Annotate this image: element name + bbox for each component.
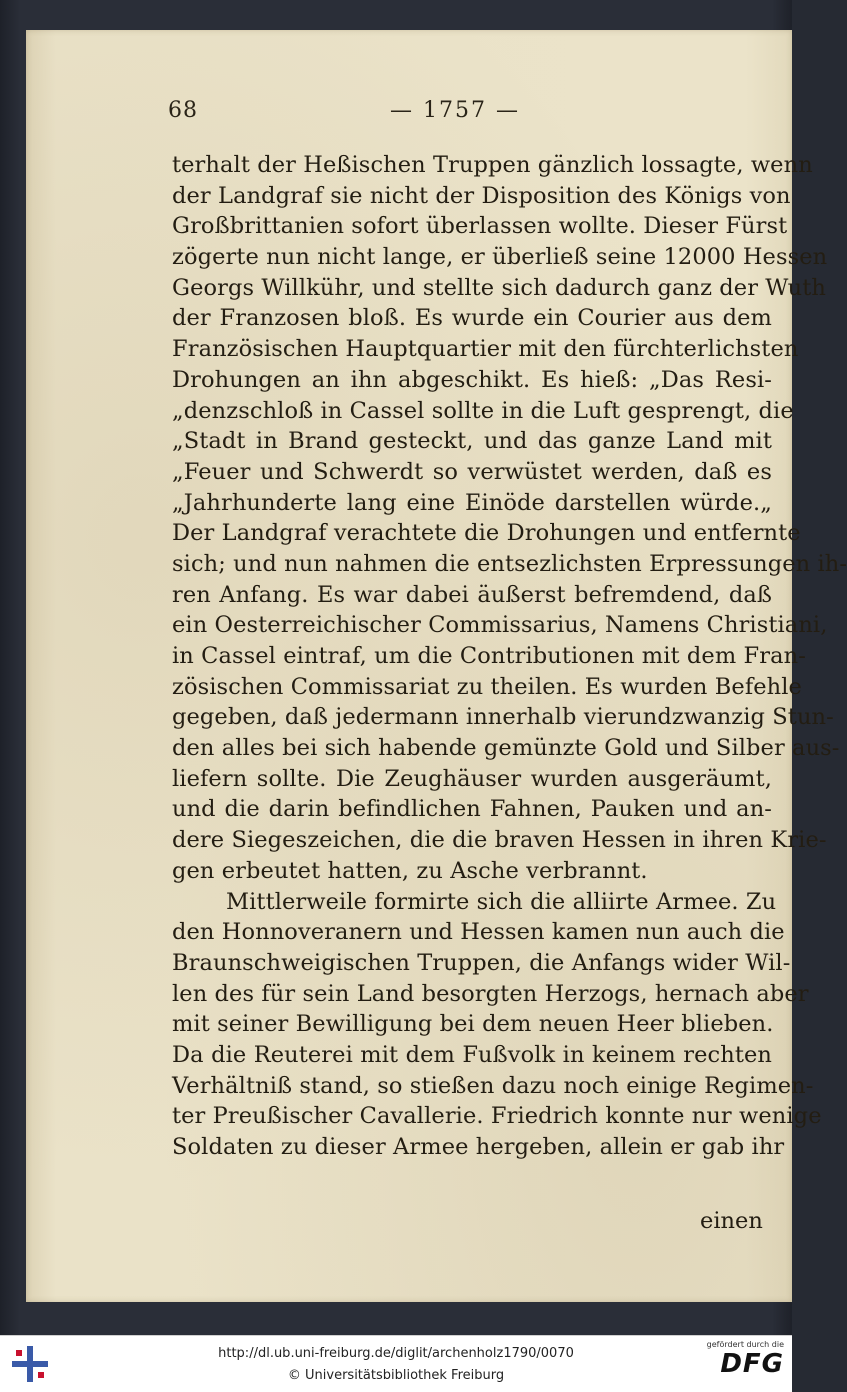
text-line: Großbrittanien sofort überlassen wollte. Dieser Fürst — [172, 213, 788, 240]
text-line: „denzschloß in Cassel sollte in die Luft gesprengt, die — [172, 397, 794, 424]
text-line: Soldaten zu dieser Armee hergeben, allein er gab ihr — [172, 1134, 785, 1160]
text-line: gen erbeutet hatten, zu Asche verbrannt. — [172, 857, 648, 884]
text-line: ter Preußischer Cavallerie. Friedrich konnte nur wenige — [172, 1103, 822, 1130]
text-line: Braunschweigischen Truppen, die Anfangs wider Wil- — [172, 949, 791, 976]
text-line: liefern sollte. Die Zeughäuser wurden ausgeräumt, — [172, 765, 772, 792]
text-line: sich; und nun nahmen die entsezlichsten Erpressungen ih- — [172, 550, 847, 577]
text-line: gegeben, daß jedermann innerhalb vierundzwanzig Stun- — [172, 704, 834, 731]
body-text — [172, 150, 847, 1163]
text-line-indented: Mittlerweile formirte sich die alliirte Armee. Zu — [226, 888, 777, 915]
text-line: Da die Reuterei mit dem Fußvolk in keinem rechten — [172, 1041, 772, 1068]
text-line: ein Oesterreichischer Commissarius, Namens Christiani, — [172, 612, 828, 639]
permalink-url[interactable]: http://dl.ub.uni-freiburg.de/diglit/archenholz1790/0070 — [218, 1346, 574, 1361]
text-line: terhalt der Heßischen Truppen gänzlich lossagte, wenn — [172, 152, 813, 178]
text-line: der Landgraf sie nicht der Disposition des Königs von — [172, 182, 791, 209]
text-line: len des für sein Land besorgten Herzogs, hernach aber — [172, 980, 809, 1007]
catchword: einen — [700, 1208, 763, 1234]
text-line: „Feuer und Schwerdt so verwüstet werden, daß es — [172, 458, 772, 485]
text-line: Georgs Willkühr, und stellte sich dadurch ganz der Wuth — [172, 274, 826, 301]
text-line: den alles bei sich habende gemünzte Gold und Silber aus- — [172, 735, 840, 762]
text-line: der Franzosen bloß. Es wurde ein Courier aus dem — [172, 305, 772, 332]
text-line: zögerte nun nicht lange, er überließ seine 12000 Hessen — [172, 244, 828, 271]
page-number: 68 — [168, 98, 198, 123]
text-line: zösischen Commissariat zu theilen. Es wurden Befehle — [172, 673, 802, 700]
text-line: Französischen Hauptquartier mit den fürchterlichsten — [172, 336, 799, 363]
text-line: Verhältniß stand, so stießen dazu noch einige Regimen- — [172, 1072, 814, 1099]
text-line: und die darin befindlichen Fahnen, Pauken und an- — [172, 796, 772, 823]
text-line: „Jahrhunderte lang eine Einöde darstellen würde.„ — [172, 489, 772, 516]
copyright-notice: © Universitätsbibliothek Freiburg — [287, 1368, 505, 1383]
text-line: Drohungen an ihn abgeschikt. Es hieß: „Das Resi- — [172, 366, 772, 393]
text-line: ren Anfang. Es war dabei äußerst befremdend, daß — [172, 581, 772, 608]
dfg-sponsor — [692, 1340, 784, 1378]
text-line: mit seiner Bewilligung bei dem neuen Heer blieben. — [172, 1011, 774, 1038]
dfg-caption: gefördert durch die — [706, 1340, 784, 1349]
text-line: Der Landgraf verachtete die Drohungen und entfernte — [172, 520, 801, 547]
text-line: dere Siegeszeichen, die die braven Hessen in ihren Krie- — [172, 827, 827, 854]
running-head: — 1757 — — [390, 98, 520, 123]
dfg-logo: DFG — [720, 1349, 784, 1379]
text-line: in Cassel eintraf, um die Contributionen mit dem Fran- — [172, 643, 806, 669]
viewer-footer — [0, 1335, 792, 1392]
text-line: „Stadt in Brand gesteckt, und das ganze Land mit — [172, 428, 772, 455]
text-line: den Honnoveranern und Hessen kamen nun auch die — [172, 919, 785, 946]
